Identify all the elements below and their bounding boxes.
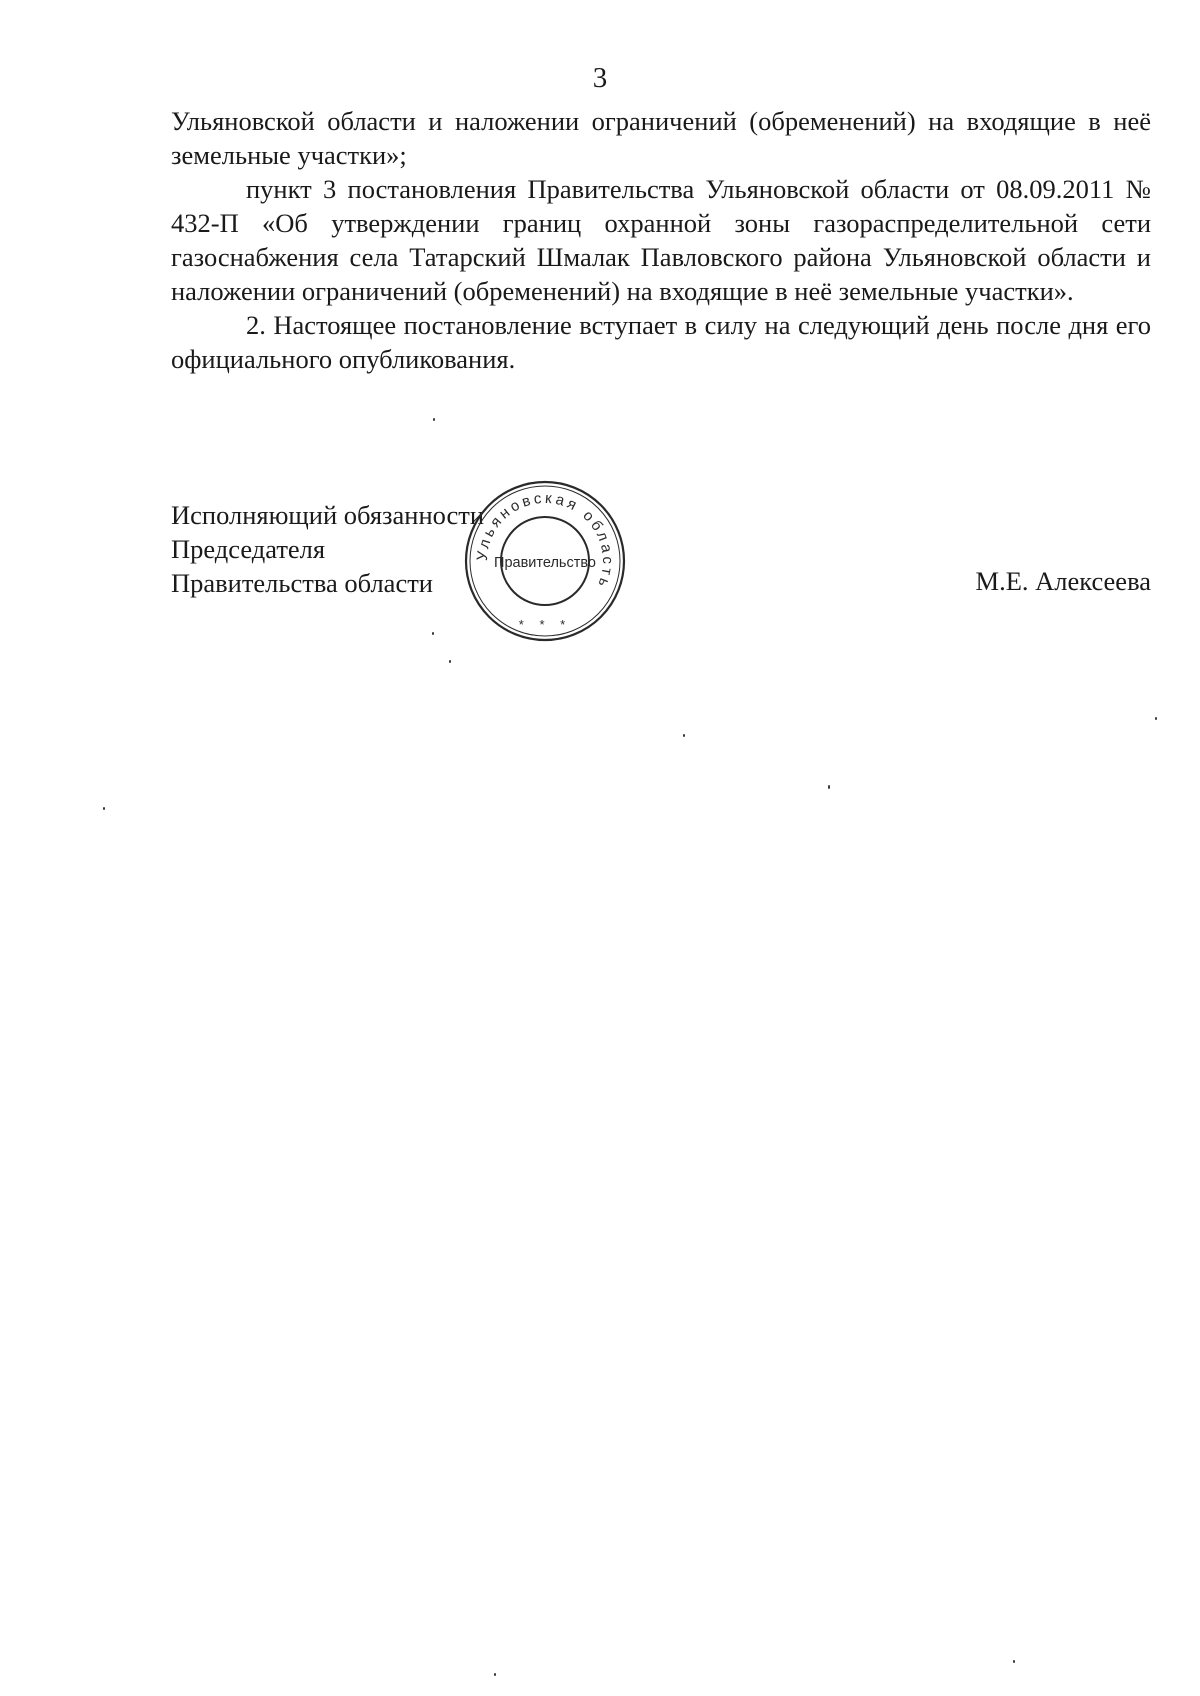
scan-speck (1155, 717, 1157, 720)
signer-title-line-3: Правительства области (171, 568, 433, 598)
document-body (171, 104, 1151, 376)
scan-speck (494, 1673, 496, 1676)
signer-name: М.Е. Алексеева (975, 566, 1151, 596)
scan-speck (683, 734, 685, 737)
signer-title-line-1: Исполняющий обязанности (171, 500, 485, 530)
seal-ring-text: Ульяновская область (473, 489, 617, 593)
scan-speck (1013, 1660, 1015, 1663)
scan-speck (449, 660, 451, 663)
official-seal (462, 478, 628, 644)
seal-center-text: Правительство (494, 555, 596, 571)
seal-stars: * * * (518, 617, 572, 632)
scan-speck (828, 785, 830, 789)
scan-speck (103, 807, 105, 810)
scan-speck (433, 418, 435, 421)
scan-speck (432, 632, 434, 635)
paragraph-clause-3: пункт 3 постановления Правительства Ульяновской области от 08.09.2011 № 432-П «Об утверждении границ охранной зоны газораспределительной сети газоснабжения села Татарский Шмалак Павловского района Ульяновской области и наложении ограничений (обременений) на входящие в неё земельные участки». (171, 174, 1151, 306)
paragraph-continuation: Ульяновской области и наложении ограничений (обременений) на входящие в неё земельные участки»; (171, 106, 1151, 170)
paragraph-effective-date: 2. Настоящее постановление вступает в силу на следующий день после дня его официального опубликования. (171, 310, 1151, 374)
signer-title-line-2: Председателя (171, 534, 326, 564)
page-number: 3 (592, 62, 608, 94)
